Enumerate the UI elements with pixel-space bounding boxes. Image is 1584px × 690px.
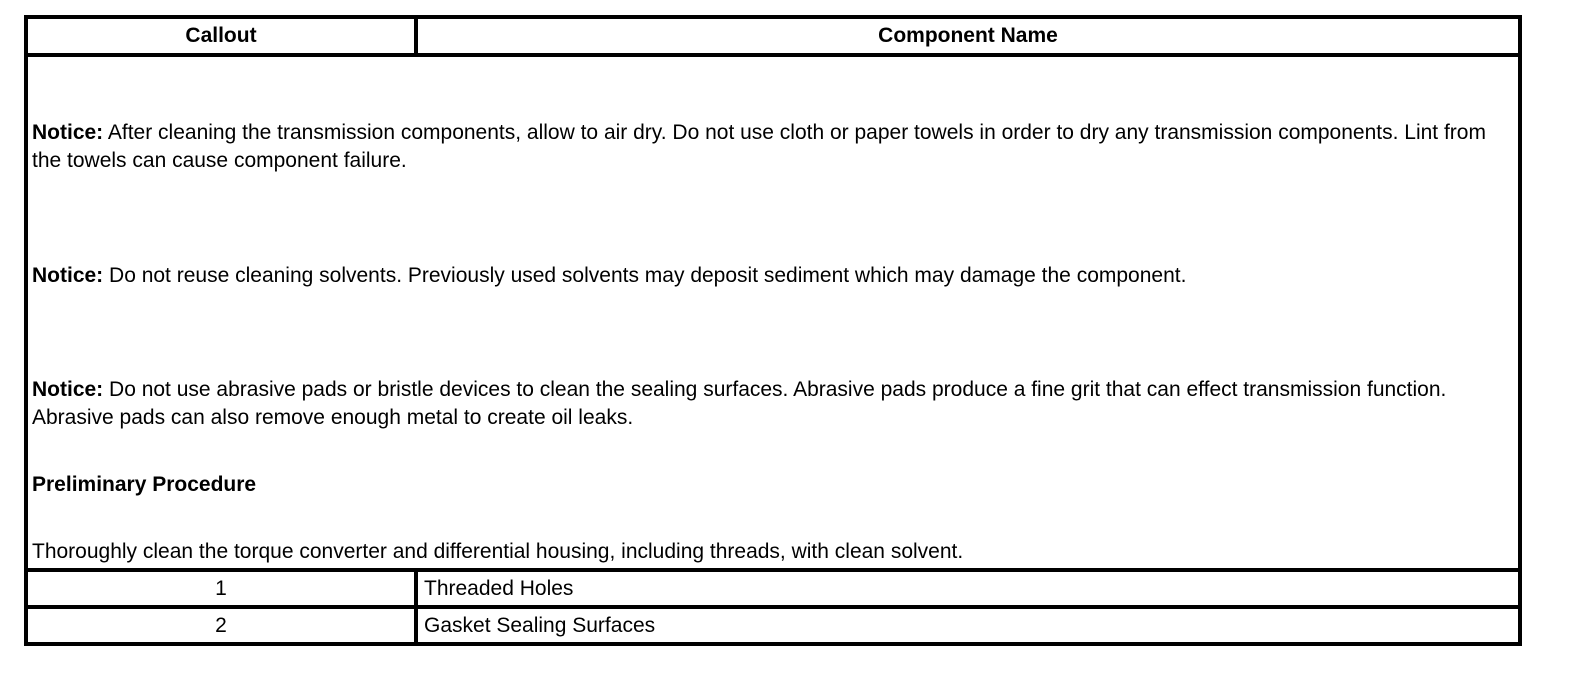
preliminary-procedure-heading: Preliminary Procedure	[32, 473, 257, 496]
notice-2	[32, 262, 1512, 290]
notice-label: Notice:	[32, 378, 104, 401]
component-name-header: Component Name	[416, 17, 1520, 55]
notice-3	[32, 376, 1512, 432]
callout-header: Callout	[26, 17, 416, 55]
notice-text: After cleaning the transmission components, allow to air dry. Do not use cloth or paper towels in order to dry any transmission components. Lint from the towels can cause component failure.	[32, 121, 1486, 172]
notes-row	[26, 55, 1520, 570]
notice-text: Do not use abrasive pads or bristle devices to clean the sealing surfaces. Abrasive pads produce a fine grit that can effect transmission function. Abrasive pads can also remove enough metal to create oil leaks.	[32, 378, 1447, 429]
component-name-cell: Threaded Holes	[416, 570, 1520, 607]
notice-1	[32, 119, 1512, 175]
preliminary-procedure-text: Thoroughly clean the torque converter and differential housing, including threads, with clean solvent.	[32, 540, 964, 563]
component-table	[24, 15, 1522, 646]
callout-cell: 1	[26, 570, 416, 607]
notice-label: Notice:	[32, 121, 104, 144]
notes-cell	[26, 55, 1520, 570]
header-row	[26, 17, 1520, 55]
notice-text: Do not reuse cleaning solvents. Previously used solvents may deposit sediment which may damage the component.	[103, 264, 1187, 287]
component-name-cell: Gasket Sealing Surfaces	[416, 607, 1520, 644]
callout-cell: 2	[26, 607, 416, 644]
notice-label: Notice:	[32, 264, 104, 287]
table-row	[26, 570, 1520, 607]
table-row	[26, 607, 1520, 644]
notes-content	[32, 57, 1512, 568]
